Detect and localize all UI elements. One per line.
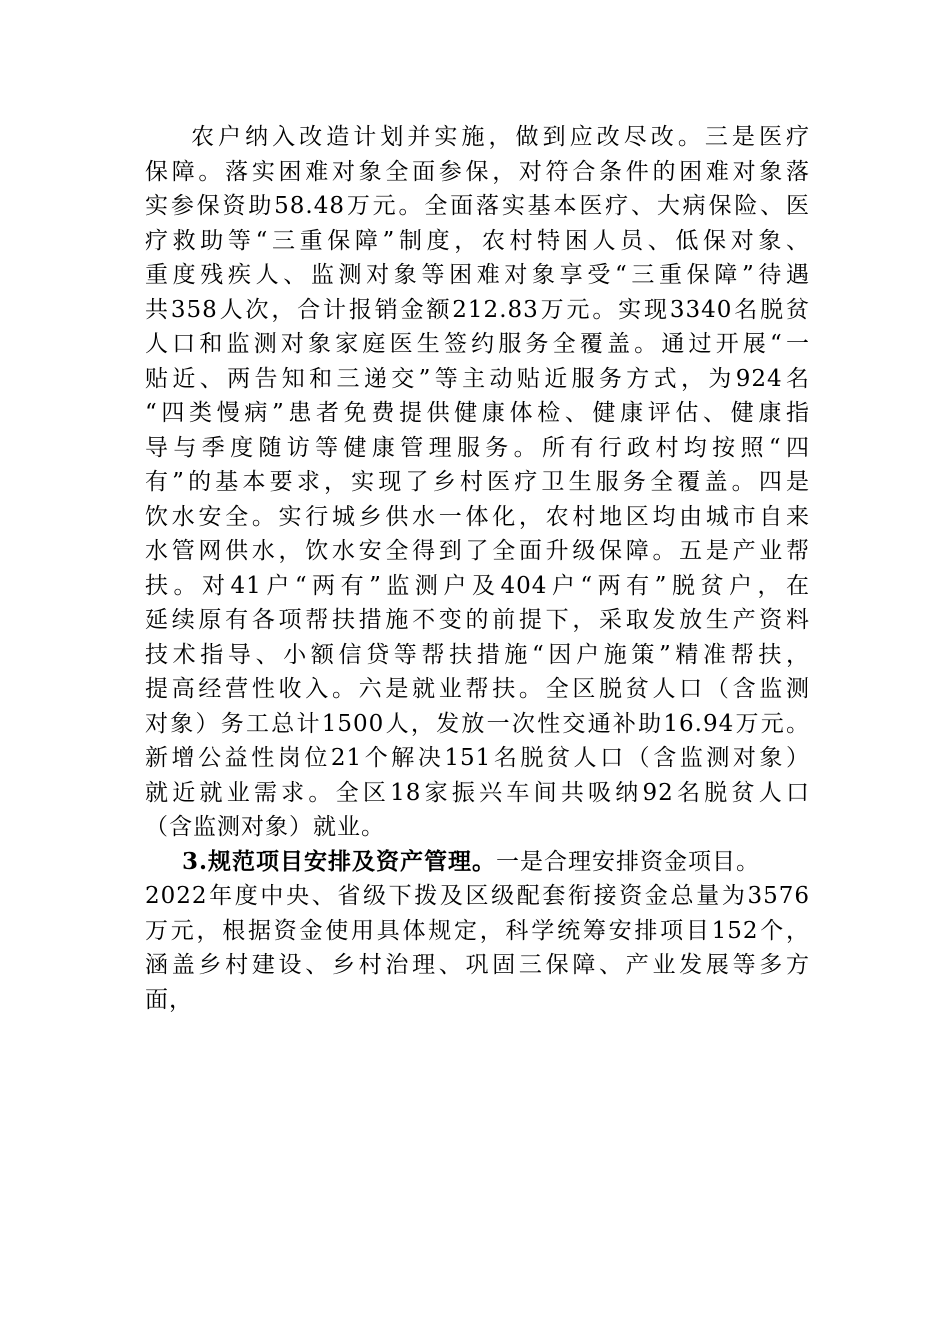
text-line: 万元，根据资金使用具体规定，科学统筹安排项目152个，	[145, 917, 810, 944]
text-line: 饮水安全。实行城乡供水一体化，农村地区均由城市自来	[145, 503, 810, 530]
text-line: 技术指导、小额信贷等帮扶措施“因户施策”精准帮扶，	[145, 641, 810, 668]
text-line: 对象）务工总计1500人，发放一次性交通补助16.94万元。	[145, 710, 810, 737]
text-line: 2022年度中央、省级下拨及区级配套衔接资金总量为3576	[145, 883, 810, 909]
body-text	[145, 120, 810, 1017]
text-line: 疗救助等“三重保障”制度，农村特困人员、低保对象、	[145, 227, 810, 254]
text-line: 提高经营性收入。六是就业帮扶。全区脱贫人口（含监测	[145, 676, 810, 702]
section-3-first-line	[145, 845, 810, 880]
text-line: 重度残疾人、监测对象等困难对象享受“三重保障”待遇	[145, 262, 810, 288]
text-line: 面，	[145, 986, 193, 1013]
text-line: 保障。落实困难对象全面参保，对符合条件的困难对象落	[145, 158, 810, 185]
text-line: 导与季度随访等健康管理服务。所有行政村均按照“四	[145, 434, 810, 461]
text-line: 共358人次，合计报销金额212.83万元。实现3340名脱贫	[145, 296, 810, 323]
text-line: 水管网供水，饮水安全得到了全面升级保障。五是产业帮	[145, 538, 810, 564]
text-line: （含监测对象）就业。	[145, 814, 385, 840]
section-3-heading: 3.规范项目安排及资产管理。	[182, 847, 497, 875]
text-line: 贴近、两告知和三递交”等主动贴近服务方式，为924名	[145, 365, 810, 392]
text-line: 就近就业需求。全区18家振兴车间共吸纳92名脱贫人口	[145, 779, 810, 806]
text-line: 实参保资助58.48万元。全面落实基本医疗、大病保险、医	[145, 193, 810, 219]
text-line: 人口和监测对象家庭医生签约服务全覆盖。通过开展“一	[145, 331, 810, 357]
text-line: 有”的基本要求，实现了乡村医疗卫生服务全覆盖。四是	[145, 469, 810, 495]
text-line: 农户纳入改造计划并实施，做到应改尽改。三是医疗	[191, 124, 810, 150]
text-line: “四类慢病”患者免费提供健康体检、健康评估、健康指	[145, 400, 810, 426]
text-line: 涵盖乡村建设、乡村治理、巩固三保障、产业发展等多方	[145, 952, 810, 978]
section-3-first-line-text: 一是合理安排资金项目。	[496, 848, 761, 875]
text-line: 新增公益性岗位21个解决151名脱贫人口（含监测对象）	[145, 745, 810, 771]
text-line: 延续原有各项帮扶措施不变的前提下，采取发放生产资料	[145, 607, 810, 633]
text-line: 扶。对41户“两有”监测户及404户“两有”脱贫户，在	[145, 572, 810, 599]
